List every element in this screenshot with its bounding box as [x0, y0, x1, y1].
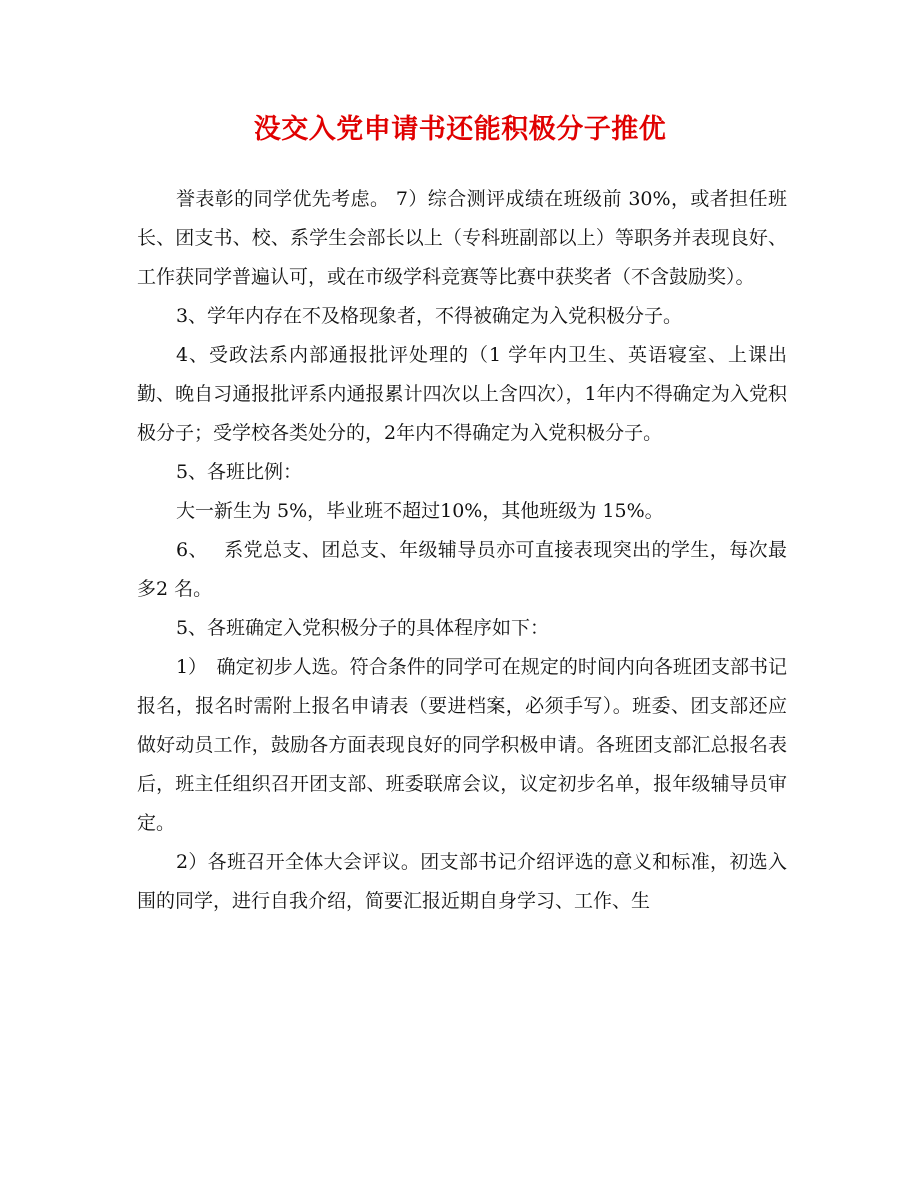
paragraph-6: 6、 系党总支、团总支、年级辅导员亦可直接表现突出的学生，每次最多2 名。 — [137, 539, 787, 600]
paragraph-9: 2）各班召开全体大会评议。团支部书记介绍评选的意义和标准，初选入围的同学，进行自我介绍，简要汇报近期自身学习、工作、生 — [137, 851, 787, 912]
paragraph-4: 5、各班比例： — [175, 461, 303, 483]
paragraph-5: 大一新生为 5%，毕业班不超过10%，其他班级为 15%。 — [175, 500, 664, 522]
paragraph-7: 5、各班确定入党积极分子的具体程序如下： — [175, 617, 550, 639]
paragraph-8: 1） 确定初步人选。符合条件的同学可在规定的时间内向各班团支部书记报名，报名时需附上报名申请表（要进档案，必须手写）。班委、团支部还应做好动员工作，鼓励各方面表现良好的同学积极申请。各班团支部汇总报名表后，班主任组织召开团支部、班委联席会议，议定初步名单，报年级辅导员审定。 — [137, 656, 787, 834]
paragraph-3: 4、受政法系内部通报批评处理的（1 学年内卫生、英语寝室、上课出勤、晚自习通报批评系内通报累计四次以上含四次），1年内不得确定为入党积极分子；受学校各类处分的，2年内不得确定为入党积极分子。 — [137, 344, 787, 444]
paragraph-1: 誉表彰的同学优先考虑。 7）综合测评成绩在班级前 30%，或者担任班长、团支书、校、系学生会部长以上（专科班副部以上）等职务并表现良好、工作获同学普遍认可，或在市级学科竞赛等比赛中获奖者（不含鼓励奖）。 — [137, 188, 787, 288]
document-title: 没交入党申请书还能积极分子推优 — [253, 114, 667, 145]
paragraph-2: 3、学年内存在不及格现象者，不得被确定为入党积极分子。 — [175, 305, 683, 327]
document-body — [137, 180, 787, 921]
